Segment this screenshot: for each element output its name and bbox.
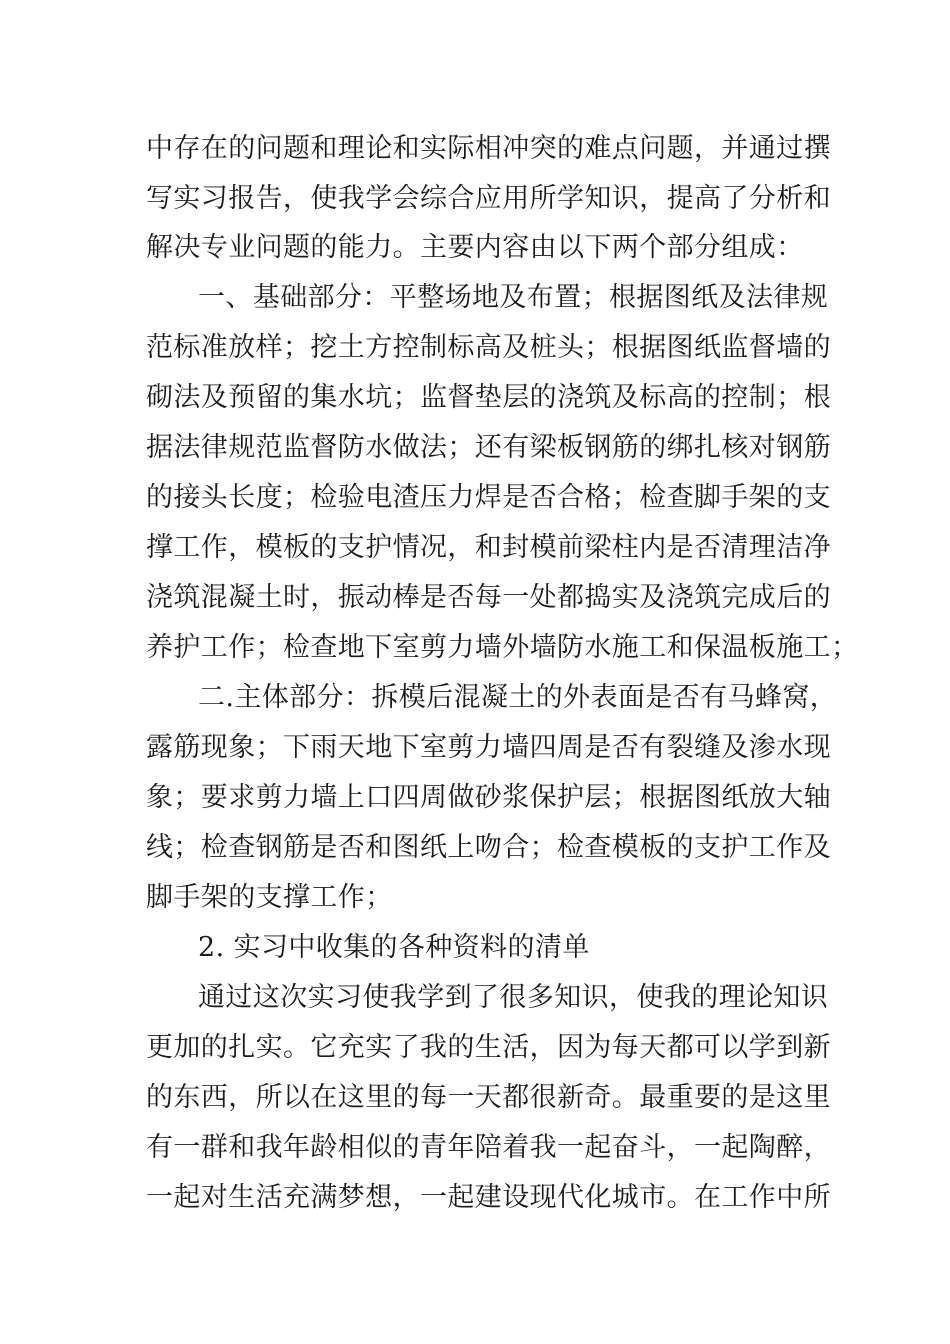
text-line: 写实习报告，使我学会综合应用所学知识，提高了分析和 — [146, 183, 831, 214]
text-line: 的接头长度；检验电渣压力焊是否合格；检查脚手架的支 — [146, 482, 831, 513]
paragraph-start-line: 一、基础部分：平整场地及布置；根据图纸及法律规 — [198, 282, 829, 313]
text-line: 露筋现象；下雨天地下室剪力墙四周是否有裂缝及渗水现 — [146, 732, 831, 763]
text-line: 象；要求剪力墙上口四周做砂浆保护层；根据图纸放大轴 — [146, 782, 831, 813]
text-line: 砌法及预留的集水坑；监督垫层的浇筑及标高的控制；根 — [146, 382, 831, 413]
text-line: 一起对生活充满梦想，一起建设现代化城市。在工作中所 — [146, 1182, 831, 1213]
paragraph-start-line: 通过这次实习使我学到了很多知识，使我的理论知识 — [198, 982, 829, 1013]
text-line: 浇筑混凝土时，振动棒是否每一处都捣实及浇筑完成后的 — [146, 582, 831, 613]
text-line: 解决专业问题的能力。主要内容由以下两个部分组成： — [146, 232, 804, 263]
text-line: 养护工作；检查地下室剪力墙外墙防水施工和保温板施工； — [146, 632, 859, 663]
text-line: 的东西，所以在这里的每一天都很新奇。最重要的是这里 — [146, 1082, 831, 1113]
text-line: 更加的扎实。它充实了我的生活，因为每天都可以学到新 — [146, 1032, 831, 1063]
text-line: 线；检查钢筋是否和图纸上吻合；检查模板的支护工作及 — [146, 832, 831, 863]
section-heading: 2. 实习中收集的各种资料的清单 — [198, 932, 590, 963]
text-line: 范标准放样；挖土方控制标高及桩头；根据图纸监督墙的 — [146, 332, 831, 363]
text-line: 中存在的问题和理论和实际相冲突的难点问题，并通过撰 — [146, 133, 831, 164]
text-line: 脚手架的支撑工作； — [146, 882, 393, 913]
paragraph-start-line: 二.主体部分：拆模后混凝土的外表面是否有马蜂窝， — [198, 682, 838, 713]
text-line: 有一群和我年龄相似的青年陪着我一起奋斗，一起陶醉， — [146, 1132, 831, 1163]
text-line: 据法律规范监督防水做法；还有梁板钢筋的绑扎核对钢筋 — [146, 432, 831, 463]
text-line: 撑工作，模板的支护情况，和封模前梁柱内是否清理洁净 — [146, 532, 831, 563]
